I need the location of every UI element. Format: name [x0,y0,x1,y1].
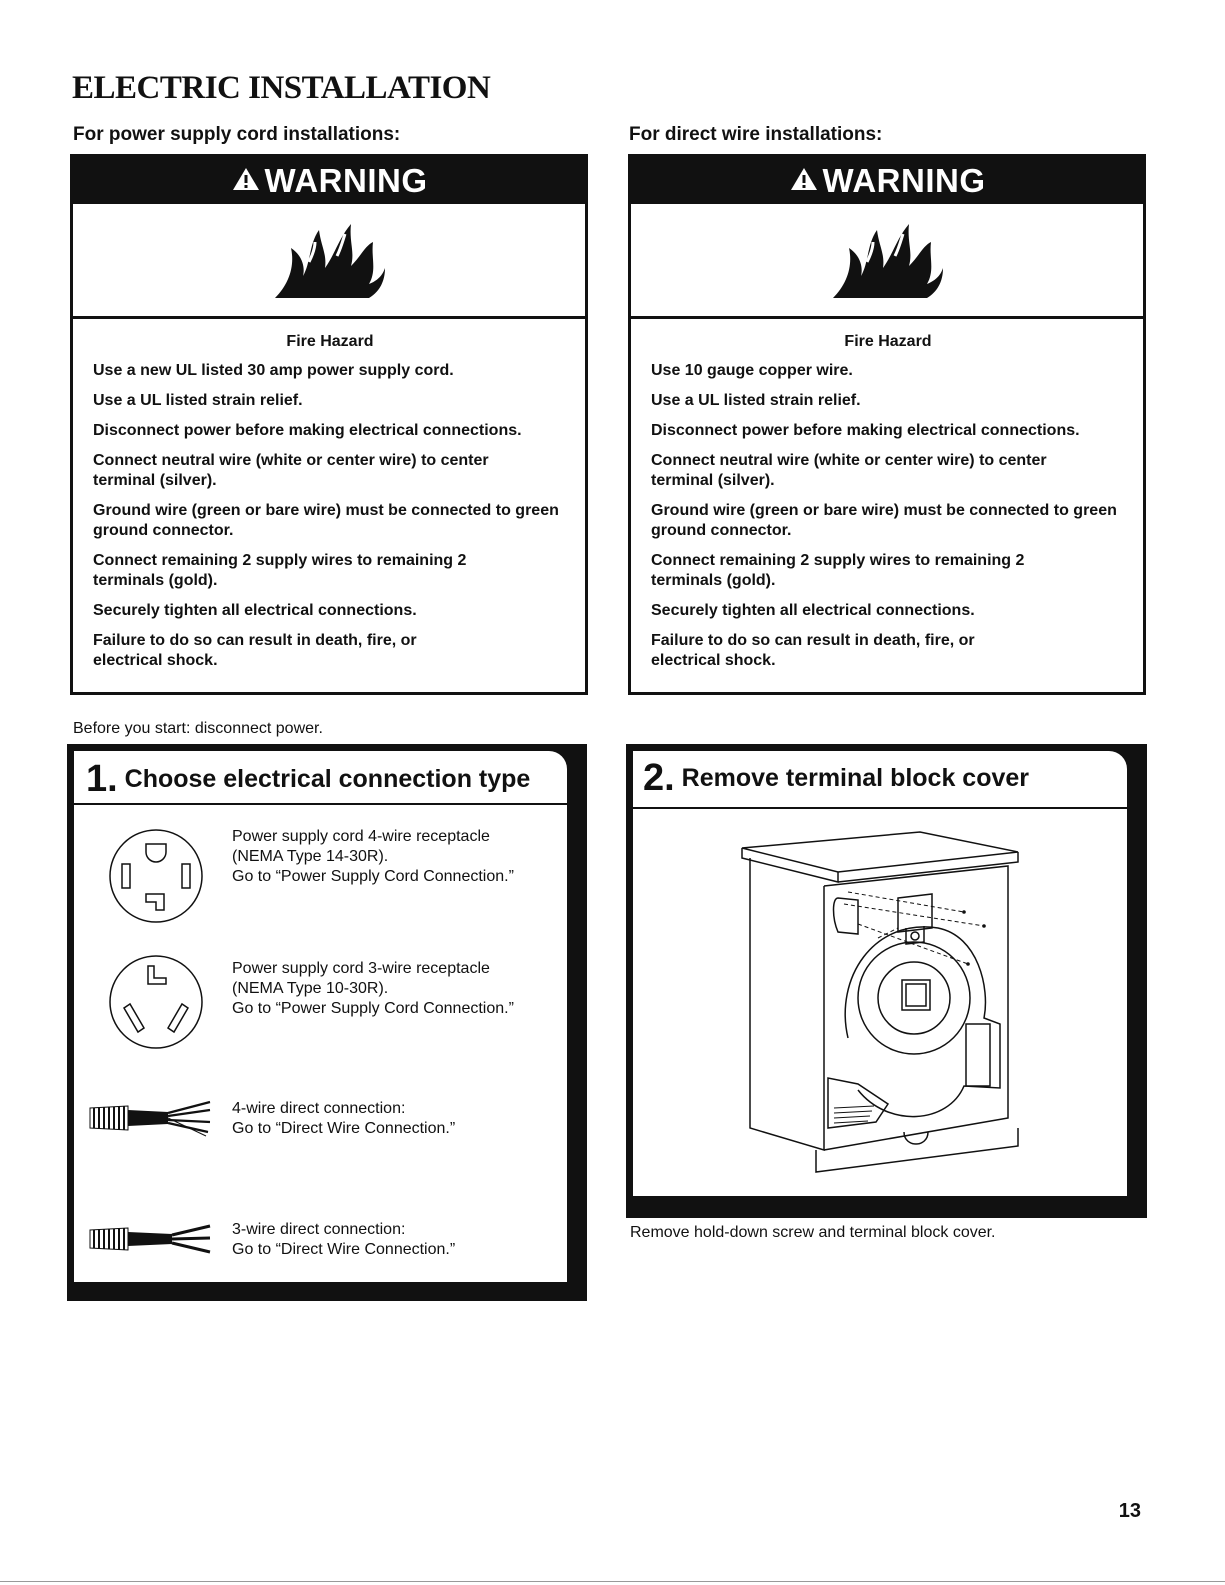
option-3-wire-direct-text [232,1220,455,1260]
warning-line: Connect remaining 2 supply wires to remaining 2 terminals (gold). [651,552,1025,589]
fire-hazard-icon [269,218,389,302]
warning-line: Connect remaining 2 supply wires to remaining 2 terminals (gold). [93,552,467,589]
step2-title [643,757,1029,800]
option-line: 3-wire direct connection: [232,1221,406,1238]
power-cord-warning-box [70,154,588,695]
warning-line: Disconnect power before making electrical connections. [93,422,522,439]
step1-title [86,758,530,801]
option-4-wire-receptacle-text [232,827,514,887]
option-line: Power supply cord 4-wire receptacle [232,828,490,845]
bottom-edge-rule [0,1581,1225,1582]
dryer-rear-terminal-block-illustration [728,828,1028,1178]
3-wire-cable-icon [88,1222,212,1256]
page-number: 13 [1118,1500,1141,1522]
step2-number: 2. [643,757,675,799]
option-line: (NEMA Type 14-30R). [232,848,389,865]
warning-line: Use 10 gauge copper wire. [651,362,853,379]
option-3-wire-receptacle-text [232,959,514,1019]
fire-hazard-icon [827,218,947,302]
warning-line: Connect neutral wire (white or center wire) to center terminal (silver). [651,452,1047,489]
warning-line: Ground wire (green or bare wire) must be connected to green ground connector. [651,502,1117,539]
option-line: 4-wire direct connection: [232,1100,406,1117]
step1-number: 1. [86,758,118,800]
warning-triangle-icon [789,157,819,204]
warning-label: WARNING [822,162,986,199]
power-cord-heading: For power supply cord installations: [73,124,401,145]
warning-line: Ground wire (green or bare wire) must be connected to green ground connector. [93,502,559,539]
warning-line: Disconnect power before making electrical connections. [651,422,1080,439]
warning-header [73,157,585,204]
4-wire-cable-icon [88,1098,212,1138]
warning-line: Use a new UL listed 30 amp power supply cord. [93,362,454,379]
warning-line: Use a UL listed strain relief. [93,392,303,409]
warning-triangle-icon [231,157,261,204]
step2-divider [633,807,1127,809]
warning-label: WARNING [264,162,428,199]
option-line: Power supply cord 3-wire receptacle [232,960,490,977]
step2-title-text: Remove terminal block cover [681,764,1030,792]
hazard-title: Fire Hazard [844,333,932,350]
warning-line: Connect neutral wire (white or center wire) to center terminal (silver). [93,452,489,489]
warning-line: Use a UL listed strain relief. [651,392,861,409]
warning-line: Securely tighten all electrical connections. [93,602,417,619]
step1-title-text: Choose electrical connection type [124,765,531,793]
warning-header [631,157,1143,204]
direct-wire-heading: For direct wire installations: [629,124,883,145]
step1-divider [74,803,567,805]
option-line: Go to “Direct Wire Connection.” [232,1120,456,1137]
before-you-start-note: Before you start: disconnect power. [73,720,323,737]
option-line: (NEMA Type 10-30R). [232,980,389,997]
option-line: Go to “Power Supply Cord Connection.” [232,868,514,885]
warning-line: Failure to do so can result in death, fire, or electrical shock. [93,632,417,669]
page-title: ELECTRIC INSTALLATION [72,70,491,106]
option-line: Go to “Direct Wire Connection.” [232,1241,456,1258]
warning-line: Failure to do so can result in death, fire, or electrical shock. [651,632,975,669]
4-wire-receptacle-icon [106,826,206,926]
warning-line: Securely tighten all electrical connections. [651,602,975,619]
option-4-wire-direct-text [232,1099,455,1139]
3-wire-receptacle-icon [106,952,206,1052]
option-line: Go to “Power Supply Cord Connection.” [232,1000,514,1017]
hazard-title: Fire Hazard [286,333,374,350]
step2-caption: Remove hold-down screw and terminal block cover. [630,1224,996,1241]
direct-wire-warning-box [628,154,1146,695]
